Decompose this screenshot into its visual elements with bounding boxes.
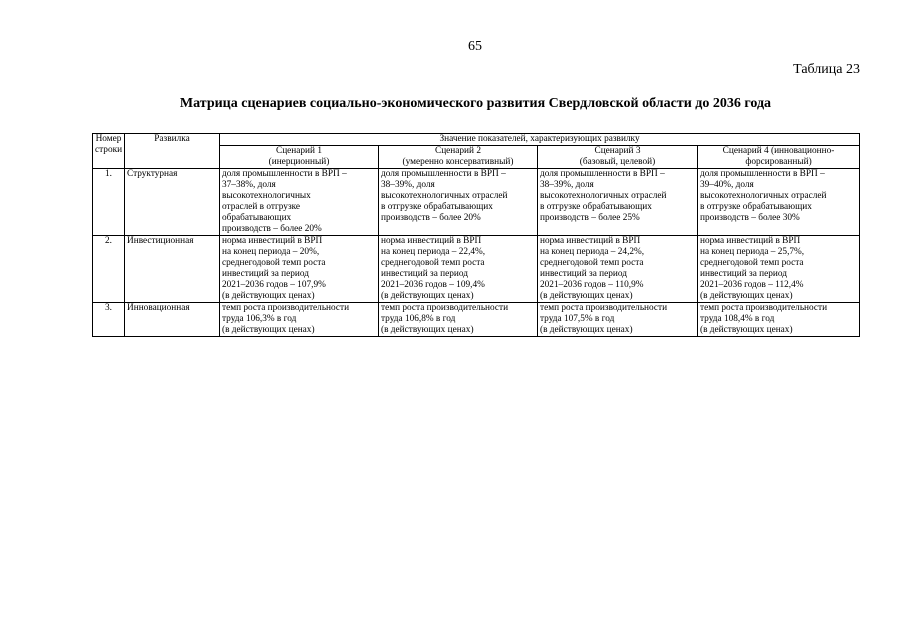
- row-number: 1.: [93, 169, 125, 236]
- table-title: Матрица сценариев социально-экономического развития Свердловской области до 2036 года: [179, 96, 772, 111]
- scenario-1-cell: норма инвестиций в ВРП на конец периода – 20%, среднегодовой темп роста инвестиций за период 2021–2036 годов – 107,9% (в действующих ценах): [220, 236, 379, 303]
- header-row-number-line1: Номер: [95, 134, 122, 144]
- row-number: 3.: [93, 303, 125, 337]
- scenario-3-cell: доля промышленности в ВРП – 38–39%, доля высокотехнологичных отраслей в отгрузке обрабатывающих производств – более 25%: [538, 169, 698, 236]
- scenario-4-type: форсированный): [745, 157, 812, 167]
- header-branch: Развилка: [125, 134, 220, 169]
- scenario-1-cell: доля промышленности в ВРП – 37–38%, доля высокотехнологичных отраслей в отгрузке обрабатывающих производств – более 20%: [220, 169, 379, 236]
- row-branch: Инвестиционная: [125, 236, 220, 303]
- scenario-3-cell: норма инвестиций в ВРП на конец периода – 24,2%, среднегодовой темп роста инвестиций за период 2021–2036 годов – 110,9% (в действующих ценах): [538, 236, 698, 303]
- row-branch: Инновационная: [125, 303, 220, 337]
- scenario-1-cell: темп роста производительности труда 106,3% в год (в действующих ценах): [220, 303, 379, 337]
- scenario-1-name: Сценарий 1: [276, 146, 322, 156]
- header-scenario-3: [538, 146, 698, 169]
- scenario-3-type: (базовый, целевой): [579, 157, 656, 167]
- scenario-4-cell: норма инвестиций в ВРП на конец периода – 25,7%, среднегодовой темп роста инвестиций за период 2021–2036 годов – 112,4% (в действующих ценах): [698, 236, 860, 303]
- table-row: [93, 303, 860, 337]
- table-label: Таблица 23: [793, 62, 860, 77]
- header-row-number: [93, 134, 125, 169]
- scenario-2-cell: норма инвестиций в ВРП на конец периода – 22,4%, среднегодовой темп роста инвестиций за период 2021–2036 годов – 109,4% (в действующих ценах): [379, 236, 538, 303]
- table-row: [93, 169, 860, 236]
- table-row: [93, 236, 860, 303]
- scenario-2-cell: доля промышленности в ВРП – 38–39%, доля высокотехнологичных отраслей в отгрузке обрабатывающих производств – более 20%: [379, 169, 538, 236]
- scenario-2-cell: темп роста производительности труда 106,8% в год (в действующих ценах): [379, 303, 538, 337]
- scenario-2-type: (умеренно консервативный): [402, 157, 514, 167]
- header-indicators: Значение показателей, характеризующих развилку: [220, 134, 860, 146]
- scenario-2-name: Сценарий 2: [435, 146, 481, 156]
- scenario-1-type: (инерционный): [268, 157, 330, 167]
- scenario-4-cell: доля промышленности в ВРП – 39–40%, доля высокотехнологичных отраслей в отгрузке обрабатывающих производств – более 30%: [698, 169, 860, 236]
- header-scenario-4: [698, 146, 860, 169]
- scenario-4-name: Сценарий 4 (инновационно-: [722, 146, 835, 156]
- header-scenario-1: [220, 146, 379, 169]
- header-row-number-line2: строки: [95, 145, 123, 155]
- row-number: 2.: [93, 236, 125, 303]
- scenario-3-name: Сценарий 3: [594, 146, 641, 156]
- row-branch: Структурная: [125, 169, 220, 236]
- scenario-4-cell: темп роста производительности труда 108,4% в год (в действующих ценах): [698, 303, 860, 337]
- scenario-matrix-table: [92, 133, 860, 337]
- page-number: 65: [468, 39, 482, 54]
- header-row-1: [93, 134, 860, 146]
- scenario-3-cell: темп роста производительности труда 107,5% в год (в действующих ценах): [538, 303, 698, 337]
- header-scenario-2: [379, 146, 538, 169]
